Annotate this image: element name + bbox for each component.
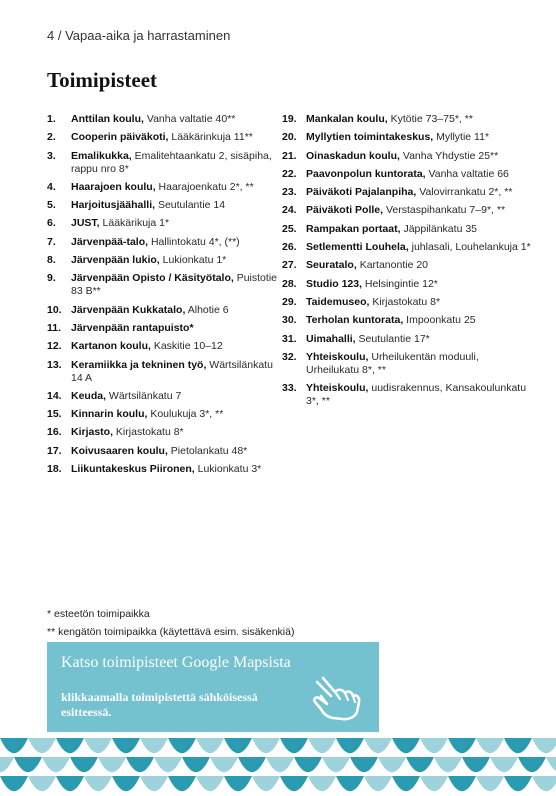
location-address: Haarajoenkatu 2*, ** xyxy=(155,180,254,193)
location-number: 18. xyxy=(47,463,62,476)
location-number: 21. xyxy=(282,149,297,162)
location-name: Uimahalli, xyxy=(306,332,356,345)
location-item[interactable] xyxy=(47,181,287,194)
location-name: Keuda, xyxy=(71,389,107,402)
location-address: Emalitehtaankatu 2, sisäpiha, rappu nro 8* xyxy=(71,149,272,175)
locations-list-right xyxy=(282,113,532,413)
footnote-accessible: * esteetön toimipaikka xyxy=(47,608,150,620)
location-name: Emalikukka, xyxy=(71,149,132,162)
location-item[interactable] xyxy=(282,259,532,272)
location-item[interactable] xyxy=(47,359,287,385)
location-address: Seutulantie 14 xyxy=(155,199,226,212)
location-address: Vanha valtatie 66 xyxy=(425,167,509,180)
location-number: 14. xyxy=(47,389,62,402)
location-item[interactable] xyxy=(47,390,287,403)
location-address: Wärtsilänkatu 7 xyxy=(106,389,182,402)
location-item[interactable] xyxy=(282,278,532,291)
location-item[interactable] xyxy=(47,340,287,353)
location-number: 2. xyxy=(47,131,56,144)
location-name: Päiväkoti Pajalanpiha, xyxy=(306,186,417,199)
location-address: Wärtsilänkatu 14 A xyxy=(71,358,273,384)
location-number: 31. xyxy=(282,332,297,345)
location-name: Mankalan koulu, xyxy=(306,113,388,125)
location-address: Lukionkatu 3* xyxy=(194,463,262,476)
location-item[interactable] xyxy=(282,333,532,346)
location-number: 19. xyxy=(282,113,297,125)
location-name: Terholan kuntorata, xyxy=(306,314,404,327)
location-number: 13. xyxy=(47,358,62,371)
location-number: 24. xyxy=(282,204,297,217)
location-number: 16. xyxy=(47,426,62,439)
location-name: Kartanon koulu, xyxy=(71,340,151,353)
footnote-shoeless: ** kengätön toimipaikka (käytettävä esim. sisäkenkiä) xyxy=(47,626,295,638)
location-address: Helsingintie 12* xyxy=(362,277,438,290)
location-number: 11. xyxy=(47,321,62,334)
location-address: Verstaspihankatu 7–9*, ** xyxy=(383,204,506,217)
location-name: Studio 123, xyxy=(306,277,363,290)
location-name: Järvenpään Kukkatalo, xyxy=(71,303,186,316)
location-address: Hallintokatu 4*, (**) xyxy=(148,235,240,248)
location-name: Järvenpään lukio, xyxy=(71,254,160,267)
location-name: Seuratalo, xyxy=(306,259,357,272)
location-number: 3. xyxy=(47,149,56,162)
location-address: Puistotie 83 B** xyxy=(71,272,277,298)
location-name: Oinaskadun koulu, xyxy=(306,149,400,162)
location-item[interactable] xyxy=(47,254,287,267)
location-address: Lukionkatu 1* xyxy=(159,254,227,267)
location-name: Paavonpolun kuntorata, xyxy=(306,167,426,180)
location-item[interactable] xyxy=(47,272,287,298)
location-item[interactable] xyxy=(282,241,532,254)
location-item[interactable] xyxy=(47,408,287,421)
location-number: 15. xyxy=(47,408,62,421)
location-number: 4. xyxy=(47,180,56,193)
location-number: 20. xyxy=(282,131,297,144)
location-number: 29. xyxy=(282,295,297,308)
location-name: Taidemuseo, xyxy=(306,295,370,308)
location-address: Kytötie 73–75*, ** xyxy=(387,113,473,125)
location-item[interactable] xyxy=(47,236,287,249)
location-name: Myllytien toimintakeskus, xyxy=(306,131,434,144)
location-address: Vanha valtatie 40** xyxy=(143,113,236,125)
location-address: uudisrakennus, Kansakoulunkatu 3*, ** xyxy=(306,382,527,408)
location-number: 6. xyxy=(47,217,56,230)
google-maps-link-box[interactable] xyxy=(47,642,379,732)
location-name: Järvenpään Opisto / Käsityötalo, xyxy=(71,272,234,285)
location-item[interactable] xyxy=(282,204,532,217)
location-number: 32. xyxy=(282,350,297,363)
location-number: 28. xyxy=(282,277,297,290)
location-address: Seutulantie 17* xyxy=(355,332,430,345)
location-number: 8. xyxy=(47,254,56,267)
location-item[interactable] xyxy=(282,113,532,126)
locations-list-left xyxy=(47,113,287,481)
location-address: Lääkärikuja 1* xyxy=(99,217,170,230)
location-name: Cooperin päiväkoti, xyxy=(71,131,169,144)
location-address: Valovirrankatu 2*, ** xyxy=(416,186,513,199)
location-item[interactable] xyxy=(282,382,532,408)
decorative-wave-pattern xyxy=(0,738,556,796)
location-address: Kartanontie 20 xyxy=(356,259,428,272)
location-name: JUST, xyxy=(71,217,100,230)
page-title: Toimipisteet xyxy=(47,68,158,92)
location-name: Päiväkoti Polle, xyxy=(306,204,384,217)
location-number: 33. xyxy=(282,382,297,395)
location-address: Alhotie 6 xyxy=(185,303,229,316)
location-name: Järvenpään rantapuisto* xyxy=(71,321,194,334)
location-address: Kirjastokatu 8* xyxy=(113,426,184,439)
location-address: Impoonkatu 25 xyxy=(403,314,476,327)
location-address: Myllytie 11* xyxy=(433,131,490,144)
location-address: Kirjastokatu 8* xyxy=(369,295,441,308)
location-item[interactable] xyxy=(282,351,532,377)
location-item[interactable] xyxy=(47,131,287,144)
maps-link-title: Katso toimipisteet Google Mapsista xyxy=(61,654,291,671)
location-name: Kinnarin koulu, xyxy=(71,408,148,421)
location-name: Haarajoen koulu, xyxy=(71,180,156,193)
location-name: Anttilan koulu, xyxy=(71,113,144,125)
location-item[interactable] xyxy=(47,445,287,458)
location-item[interactable] xyxy=(282,131,532,144)
location-address: Jäppilänkatu 35 xyxy=(400,222,478,235)
location-name: Keramiikka ja tekninen työ, xyxy=(71,358,207,371)
location-item[interactable] xyxy=(282,168,532,181)
location-item[interactable] xyxy=(47,113,287,126)
location-address: Lääkärinkuja 11** xyxy=(168,131,253,144)
location-name: Yhteiskoulu, xyxy=(306,350,369,363)
pointing-hand-icon xyxy=(309,672,365,722)
location-number: 26. xyxy=(282,241,297,254)
location-name: Koivusaaren koulu, xyxy=(71,444,168,457)
location-number: 22. xyxy=(282,167,297,180)
location-number: 12. xyxy=(47,340,62,353)
location-name: Järvenpää-talo, xyxy=(71,235,149,248)
location-item[interactable] xyxy=(47,199,287,212)
location-number: 30. xyxy=(282,314,297,327)
location-number: 17. xyxy=(47,444,62,457)
location-number: 1. xyxy=(47,113,56,125)
location-name: Rampakan portaat, xyxy=(306,222,401,235)
location-address: Urheilukentän moduuli, Urheilukatu 8*, ** xyxy=(306,350,479,376)
footnotes xyxy=(47,605,294,641)
location-item[interactable] xyxy=(282,296,532,309)
location-item[interactable] xyxy=(47,426,287,439)
location-number: 10. xyxy=(47,303,62,316)
location-address: Kaskitie 10–12 xyxy=(150,340,223,353)
location-address: Koulukuja 3*, ** xyxy=(147,408,224,421)
location-address: Pietolankatu 48* xyxy=(167,444,248,457)
location-name: Setlementti Louhela, xyxy=(306,241,409,254)
location-item[interactable] xyxy=(282,186,532,199)
maps-link-subtitle: klikkaamalla toimipistettä sähköisessä esitteessä. xyxy=(61,690,258,719)
location-name: Harjoitusjäähalli, xyxy=(71,199,156,212)
location-item[interactable] xyxy=(282,314,532,327)
location-number: 27. xyxy=(282,259,297,272)
location-item[interactable] xyxy=(282,150,532,163)
location-number: 5. xyxy=(47,199,56,212)
page-header: 4 / Vapaa-aika ja harrastaminen xyxy=(47,28,231,43)
location-number: 7. xyxy=(47,235,56,248)
location-address: juhlasali, Louhelankuja 1* xyxy=(408,241,531,254)
location-item[interactable] xyxy=(47,463,287,476)
location-item[interactable] xyxy=(47,322,287,335)
location-address: Vanha Yhdystie 25** xyxy=(399,149,499,162)
location-number: 25. xyxy=(282,222,297,235)
location-name: Kirjasto, xyxy=(71,426,114,439)
location-item[interactable] xyxy=(47,217,287,230)
location-name: Yhteiskoulu, xyxy=(306,382,369,395)
location-name: Liikuntakeskus Piironen, xyxy=(71,463,195,476)
location-item[interactable] xyxy=(47,150,287,176)
location-number: 9. xyxy=(47,272,56,285)
location-item[interactable] xyxy=(282,223,532,236)
location-item[interactable] xyxy=(47,304,287,317)
location-number: 23. xyxy=(282,186,297,199)
